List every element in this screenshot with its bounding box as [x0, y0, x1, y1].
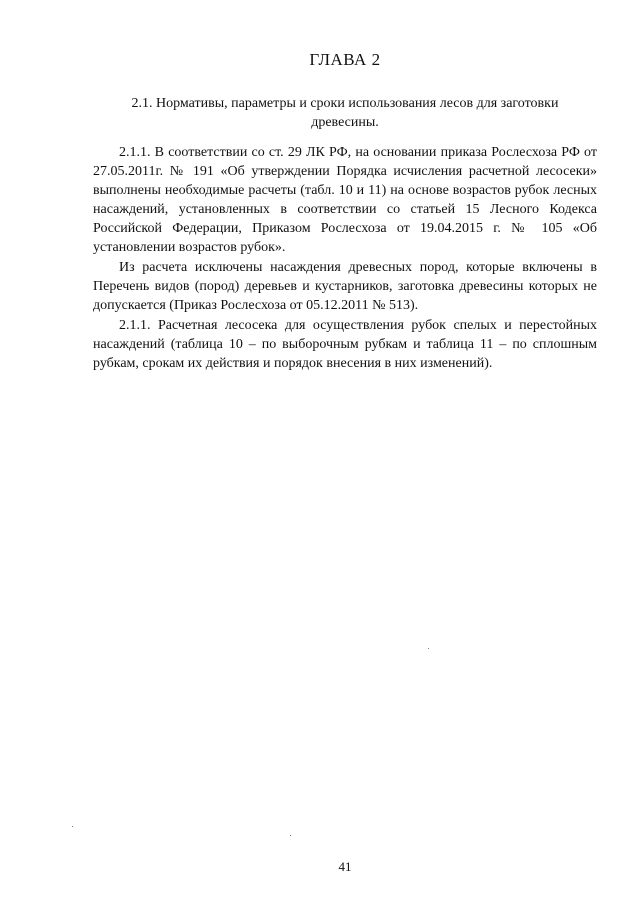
- body-text: [93, 143, 597, 373]
- scan-speck: [428, 648, 429, 649]
- section-heading: 2.1. Нормативы, параметры и сроки использования лесов для заготовки древесины.: [131, 96, 559, 130]
- scan-speck: [290, 835, 291, 836]
- scan-speck: [72, 826, 73, 827]
- chapter-title: ГЛАВА 2: [309, 50, 381, 69]
- paragraph-1: 2.1.1. В соответствии со ст. 29 ЛК РФ, на основании приказа Рослесхоза РФ от 27.05.2011г. № 191 «Об утверждении Порядка исчисления расчетной лесосеки» выполнены необходимые расчеты (табл. 10 и 11) на основе возрастов рубок лесных насаждений, установленных в соответствии со статьей 15 Лесного Кодекса Российской Федерации, Приказом Рослесхоза от 19.04.2015 г. № 105 «Об установлении возрастов рубок».: [93, 145, 597, 255]
- paragraph-3: 2.1.1. Расчетная лесосека для осуществления рубок спелых и перестойных насаждений (таблица 10 – по выборочным рубкам и таблица 11 – по сплошным рубкам, срокам их действия и порядок внесения в них изменений).: [93, 318, 597, 371]
- paragraph-2: Из расчета исключены насаждения древесных пород, которые включены в Перечень видов (пород) деревьев и кустарников, заготовка древесины которых не допускается (Приказ Рослесхоза от 05.12.2011 № 513).: [93, 260, 597, 313]
- page-number: 41: [338, 859, 352, 874]
